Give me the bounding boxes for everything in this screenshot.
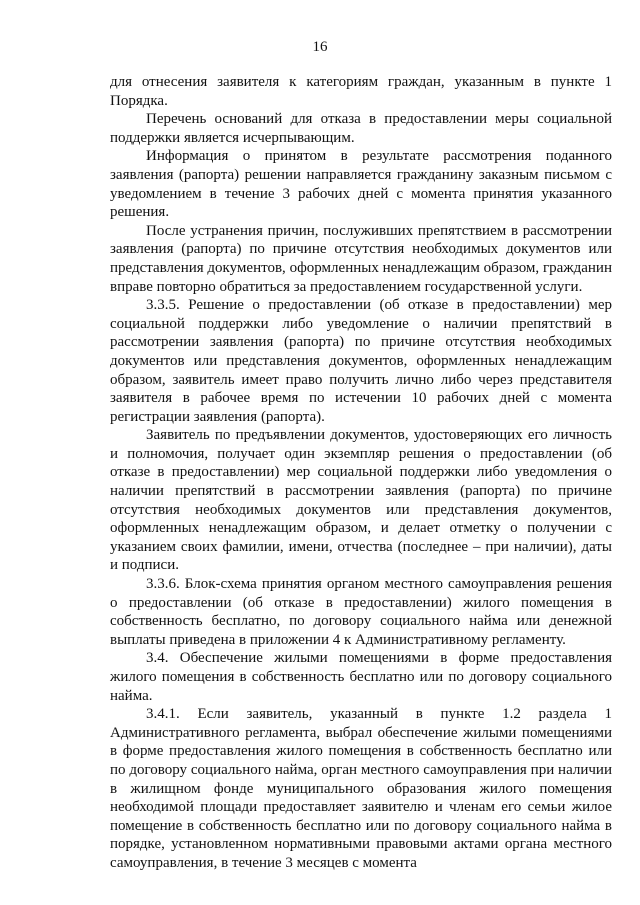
page-number: 16: [312, 39, 328, 55]
paragraph-4: После устранения причин, послуживших препятствием в рассмотрении заявления (рапорта) по причине отсутствия необходимых документов или представления документов, оформленных ненадлежащим образом, гражданин вправе повторно обратиться за предоставлением государственной услуги.: [110, 222, 612, 295]
paragraph-5: 3.3.5. Решение о предоставлении (об отказе в предоставлении) мер социальной поддержки либо уведомление о наличии препятствий в рассмотрении заявления (рапорта) по причине отсутствия необходимых документов или представления документов, оформленных ненадлежащим образом, заявитель имеет право получить лично либо через представителя заявителя в рабочее время по истечении 10 рабочих дней с момента регистрации заявления (рапорта).: [110, 297, 612, 425]
paragraph-8: 3.4. Обеспечение жилыми помещениями в форме предоставления жилого помещения в собственность бесплатно или по договору социального найма.: [110, 650, 612, 704]
paragraph-2: Перечень оснований для отказа в предоставлении меры социальной поддержки является исчерпывающим.: [110, 111, 612, 146]
paragraph-3: Информация о принятом в результате рассмотрения поданного заявления (рапорта) решении направляется гражданину заказным письмом с уведомлением в течение 3 рабочих дней с момента принятия указанного решения.: [110, 148, 612, 221]
paragraph-9: 3.4.1. Если заявитель, указанный в пункте 1.2 раздела 1 Административного регламента, выбрал обеспечение жилыми помещениями в форме предоставления жилого помещения в собственность бесплатно или по договору социального найма, орган местного самоуправления при наличии в жилищном фонде муниципального образования жилого помещения необходимой площади предоставляет заявителю и членам его семьи жилое помещение в собственность бесплатно или по договору социального найма в порядке, установленном нормативными правовыми актами органа местного самоуправления, в течение 3 месяцев с момента: [110, 706, 612, 871]
paragraph-7: 3.3.6. Блок-схема принятия органом местного самоуправления решения о предоставлении (об отказе в предоставлении) жилого помещения в собственность бесплатно, по договору социального найма или денежной выплаты приведена в приложении 4 к Административному регламенту.: [110, 576, 612, 648]
paragraph-1: для отнесения заявителя к категориям граждан, указанным в пункте 1 Порядка.: [110, 74, 612, 109]
paragraph-6: Заявитель по предъявлении документов, удостоверяющих его личность и полномочия, получает один экземпляр решения о предоставлении (об отказе в предоставлении) мер социальной поддержки либо уведомления о наличии препятствий в рассмотрении заявления (рапорта) по причине отсутствия необходимых документов или представления документов, оформленных ненадлежащим образом, и делает отметку о получении с указанием своих фамилии, имени, отчества (последнее – при наличии), даты и подписи.: [110, 427, 612, 574]
document-body: [110, 73, 612, 873]
